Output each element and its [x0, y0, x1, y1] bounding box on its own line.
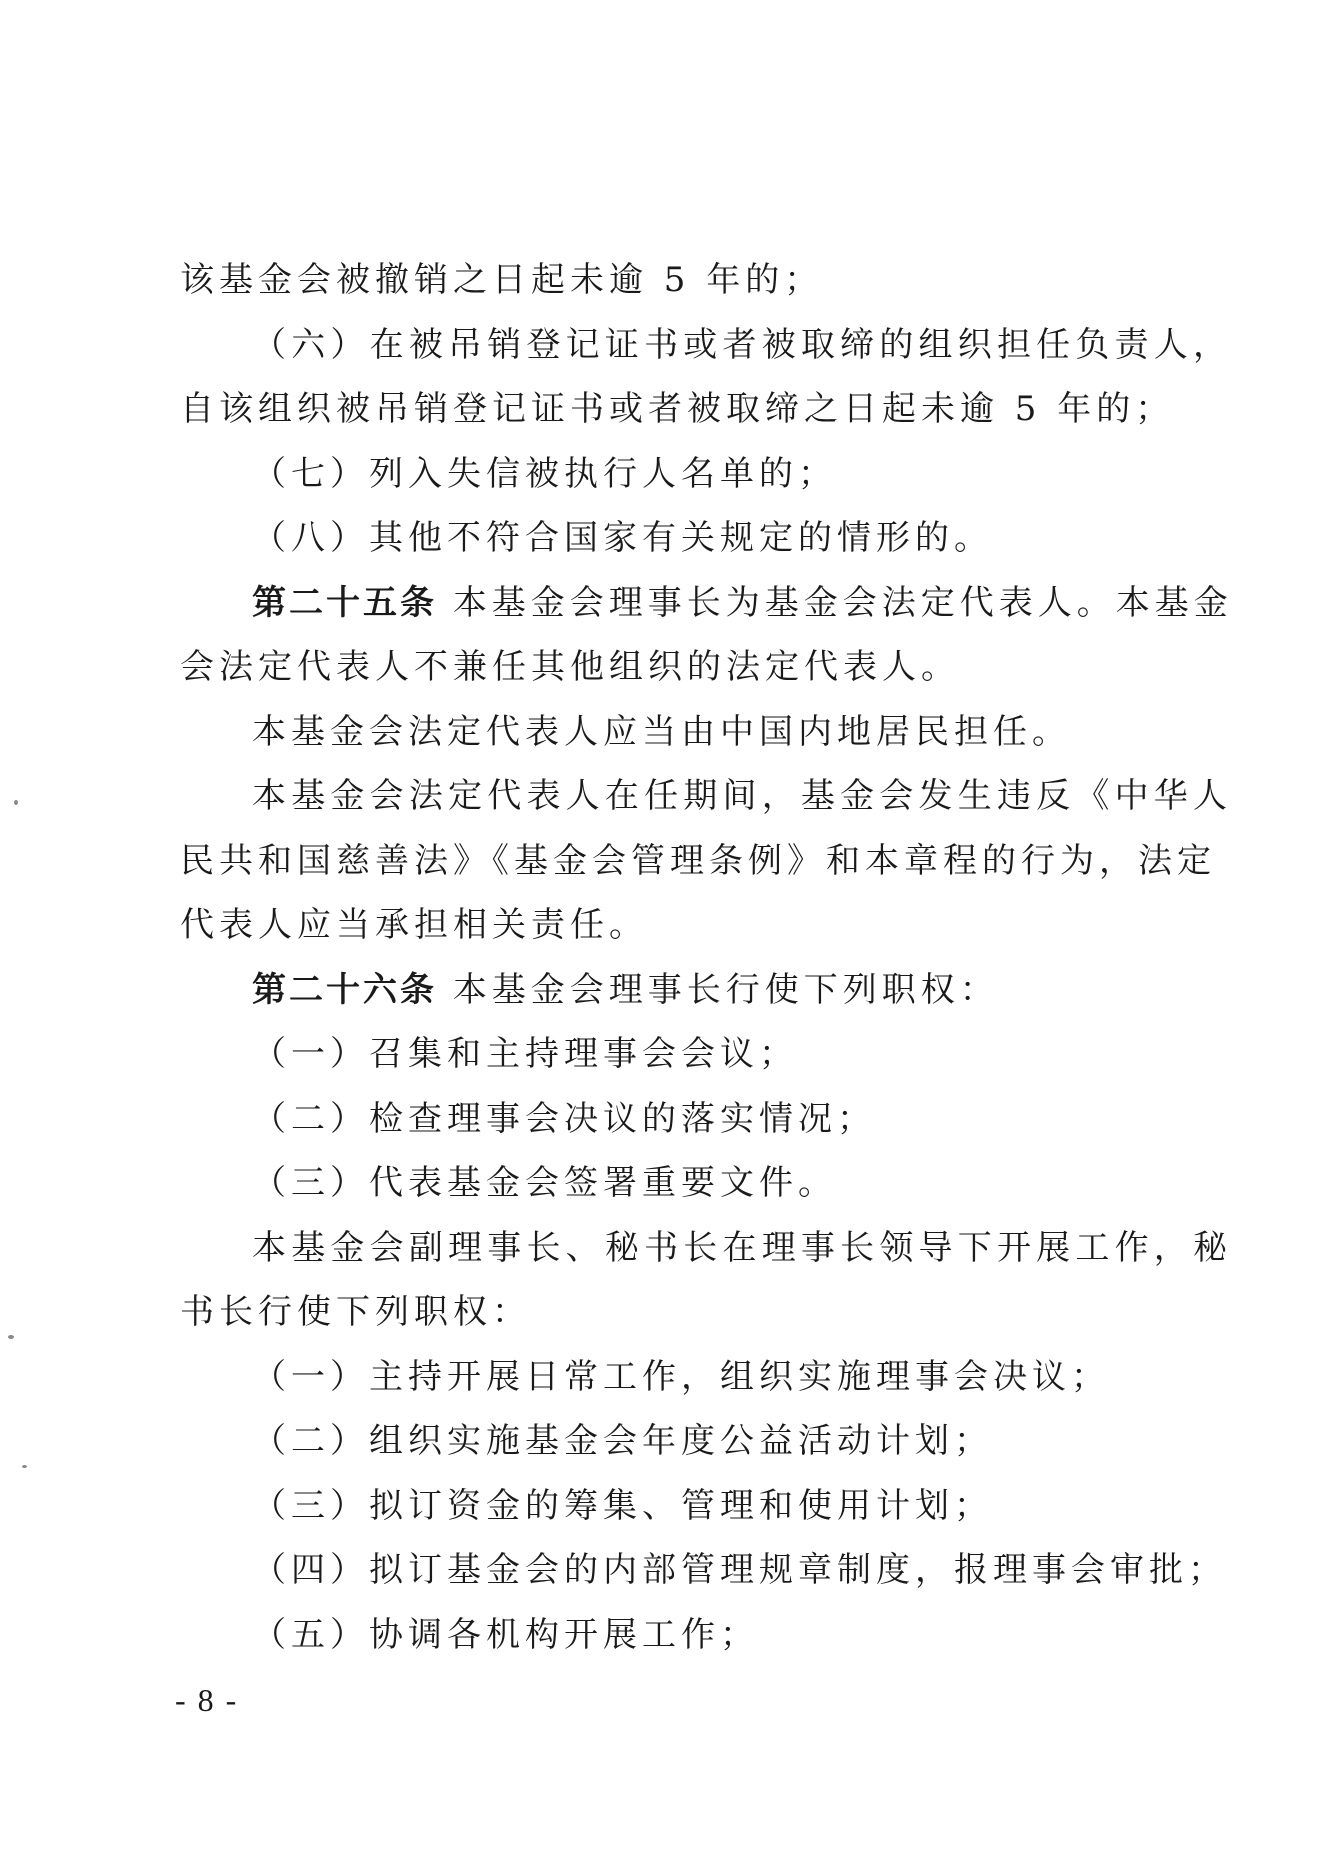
- text-line: （一）主持开展日常工作，组织实施理事会决议；: [252, 1356, 1110, 1397]
- text-line: （四）拟订基金会的内部管理规章制度，报理事会审批；: [252, 1550, 1227, 1590]
- text-line: 本基金会法定代表人应当由中国内地居民担任。: [252, 711, 1071, 752]
- text-line: （三）代表基金会签署重要文件。: [252, 1163, 837, 1203]
- text-line: 本基金会副理事长、秘书长在理事长领导下开展工作，秘: [252, 1227, 1232, 1268]
- scan-speck: [22, 1465, 27, 1468]
- text-line: （五）协调各机构开展工作；: [252, 1614, 759, 1655]
- text-line: （一）召集和主持理事会会议；: [252, 1034, 798, 1074]
- text-line: 代表人应当承担相关责任。: [180, 905, 648, 945]
- article-25-paragraph: [180, 571, 1232, 636]
- text-line: （八）其他不符合国家有关规定的情形的。: [252, 518, 993, 558]
- text-line: 本基金会法定代表人在任期间，基金会发生违反《中华人: [252, 776, 1232, 816]
- text-line: 本基金会理事长行使下列职权：: [452, 969, 999, 1010]
- scan-speck: [14, 800, 18, 805]
- text-line: 书长行使下列职权：: [180, 1292, 531, 1332]
- page-number: - 8 -: [175, 1682, 239, 1718]
- article-26-label: 第二十六条: [252, 969, 437, 1010]
- text-line: （二）检查理事会决议的落实情况；: [252, 1098, 876, 1139]
- text-line: 会法定代表人不兼任其他组织的法定代表人。: [180, 647, 960, 687]
- text-line: （七）列入失信被执行人名单的；: [252, 453, 837, 494]
- scan-speck: [8, 1335, 14, 1339]
- text-line: 本基金会理事长为基金会法定代表人。本基金: [452, 582, 1233, 623]
- article-25-label: 第二十五条: [252, 582, 437, 623]
- text-line: （六）在被吊销登记证书或者被取缔的组织担任负责人，: [252, 324, 1232, 365]
- text-line: 该基金会被撤销之日起未逾 5 年的；: [180, 260, 824, 300]
- text-line: 自该组织被吊销登记证书或者被取缔之日起未逾 5 年的；: [180, 389, 1175, 429]
- text-line: （三）拟订资金的筹集、管理和使用计划；: [252, 1485, 993, 1526]
- article-26-paragraph: [180, 958, 1160, 1023]
- text-line: （二）组织实施基金会年度公益活动计划；: [252, 1421, 993, 1461]
- text-line: 民共和国慈善法》《基金会管理条例》和本章程的行为，法定: [180, 840, 1216, 881]
- body-text: [180, 248, 1233, 1667]
